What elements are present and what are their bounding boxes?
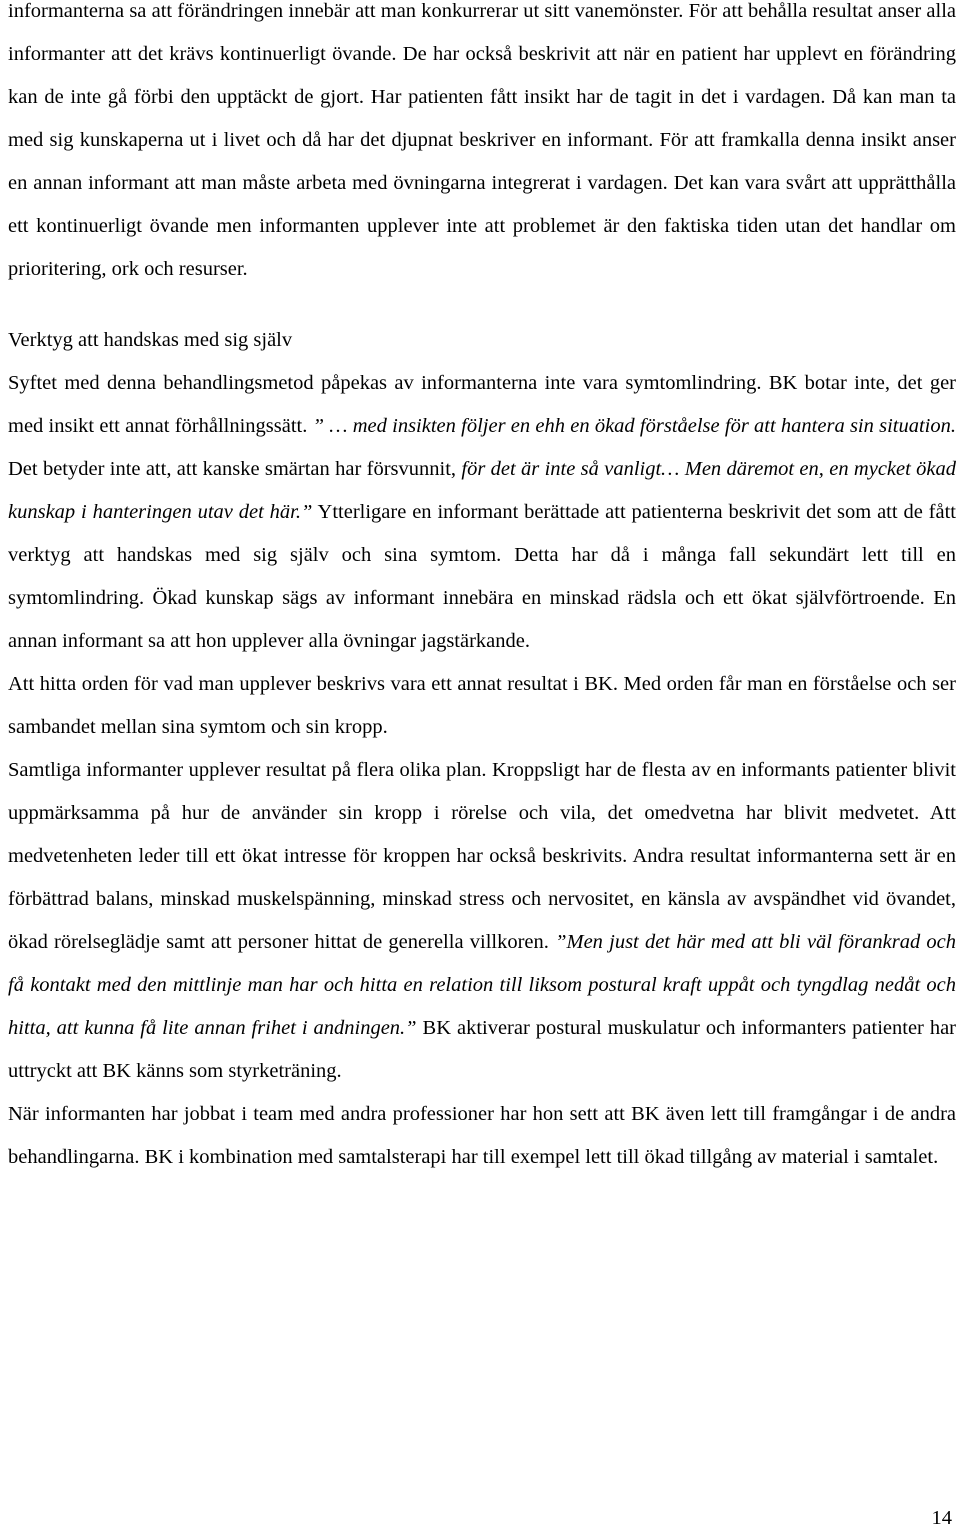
quote-insight: ” … med insikten följer en ehh en ökad förståelse för att hantera sin situation. (312, 415, 956, 437)
paragraph-results-text-1: Samtliga informanter upplever resultat på flera olika plan. Kroppsligt har de flesta av en informants patienter blivit uppmärksamma på hur de använder sin kropp i rörelse och vila, det omedvetna har blivit medvetet. Att medvetenheten leder till ett ökat intresse för kroppen har också beskrivits. Andra resultat informanterna sett är en förbättrad balans, minskad muskelspänning, minskad stress och nervositet, en känsla av avspändhet vid övandet, ökad rörelseglädje samt att personer hittat de generella villkoren. (8, 759, 956, 953)
paragraph-results (8, 749, 956, 1093)
paragraph-team: När informanten har jobbat i team med andra professioner har hon sett att BK även lett till framgångar i de andra behandlingarna. BK i kombination med samtalsterapi har till exempel lett till ökad tillgång av material i samtalet. (8, 1103, 956, 1168)
paragraph-results-text-2: BK aktiverar postural muskulatur och informanters patienter har uttryckt att BK känns som styrketräning. (8, 1017, 956, 1082)
quote-knowledge: för det är inte så vanligt… Men däremot en, en mycket ökad kunskap i hanteringen utav det här.” (8, 458, 956, 523)
paragraph-purpose (8, 362, 956, 663)
paragraph-purpose-text-2: Det betyder inte att, att kanske smärtan har försvunnit, (8, 458, 462, 480)
paragraph-continuation: informanterna sa att förändringen innebär att man konkurrerar ut sitt vanemönster. För att behålla resultat anser alla informanter att det krävs kontinuerligt övande. De har också beskrivit att när en patient har upplevt en förändring kan de inte gå förbi den upptäckt de gjort. Har patienten fått insikt har de tagit in det i vardagen. Då kan man ta med sig kunskaperna ut i livet och då har det djupnat beskriver en informant. För att framkalla denna insikt anser en annan informant att man måste arbeta med övningarna integrerat i vardagen. Det kan vara svårt att upprätthålla ett kontinuerligt övande men informanten upplever inte att problemet är den faktiska tiden utan det handlar om prioritering, ork och resurser. (8, 0, 956, 280)
section-heading: Verktyg att handskas med sig själv (8, 329, 293, 351)
document-page (8, 0, 956, 1179)
paragraph-words: Att hitta orden för vad man upplever beskrivs vara ett annat resultat i BK. Med orden får man en förståelse och ser sambandet mellan sina symtom och sin kropp. (8, 673, 956, 738)
page-number: 14 (931, 1507, 952, 1529)
paragraph-purpose-text-3: Ytterligare en informant berättade att patienterna beskrivit det som att de fått verktyg att handskas med sig själv och sina symtom. Detta har då i många fall sekundärt lett till en symtomlindring. Ökad kunskap sägs av informant innebära en minskad rädsla och ett ökat självförtroende. En annan informant sa att hon upplever alla övningar jagstärkande. (8, 501, 956, 652)
paragraph-purpose-text-1: Syftet med denna behandlingsmetod påpekas av informanterna inte vara symtomlindring. BK botar inte, det ger med insikt ett annat förhållningssätt. (8, 372, 956, 437)
quote-midline: ”Men just det här med att bli väl förankrad och få kontakt med den mittlinje man har och hitta en relation till liksom postural kraft uppåt och tyngdlag nedåt och hitta, att kunna få lite annan frihet i andningen.” (8, 931, 956, 1039)
